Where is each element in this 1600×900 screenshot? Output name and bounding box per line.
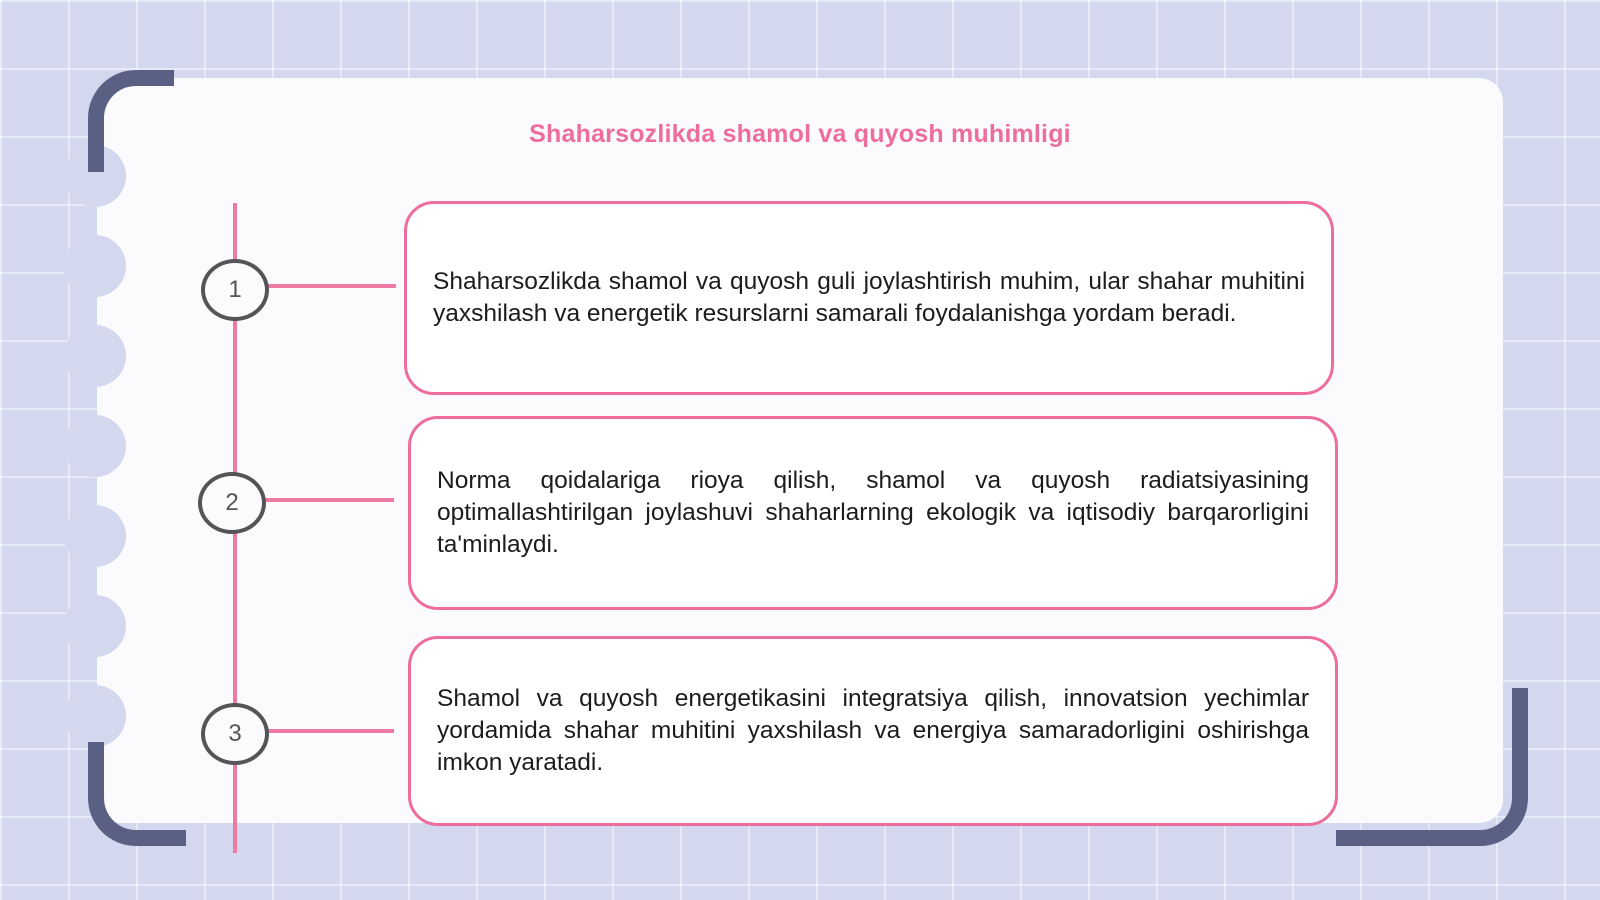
corner-bracket-bottom-right bbox=[1336, 688, 1528, 846]
corner-bracket-top-left bbox=[88, 70, 174, 172]
step-card bbox=[408, 636, 1338, 826]
step-number: 1 bbox=[228, 276, 242, 303]
paper-scallop bbox=[64, 595, 126, 657]
step-number: 2 bbox=[225, 489, 239, 516]
step-text: Shamol va quyosh energetikasini integratsiya qilish, innovatsion yechimlar yordamida shahar muhitini yaxshilash va energiya samaradorligini oshirishga imkon yaratadi. bbox=[437, 685, 1309, 776]
step-number: 3 bbox=[228, 720, 242, 747]
step-card bbox=[408, 416, 1338, 610]
paper-scallop bbox=[64, 415, 126, 477]
paper-scallop bbox=[64, 505, 126, 567]
step-text: Shaharsozlikda shamol va quyosh guli joylashtirish muhim, ular shahar muhitini yaxshilash va energetik resurslarni samarali foydalanishga yordam beradi. bbox=[433, 268, 1305, 327]
step-number-circle bbox=[198, 472, 266, 534]
step-text: Norma qoidalariga rioya qilish, shamol va quyosh radiatsiyasining optimallashtirilgan joylashuvi shaharlarning ekologik va iqtisodiy barqarorligini ta'minlaydi. bbox=[437, 467, 1309, 558]
paper-scallop bbox=[64, 685, 126, 747]
step-number-circle bbox=[201, 259, 269, 321]
timeline-connector bbox=[262, 284, 396, 288]
slide-title: Shaharsozlikda shamol va quyosh muhimligi bbox=[529, 120, 1071, 148]
corner-bracket-bottom-left bbox=[88, 742, 186, 846]
step-card bbox=[404, 201, 1334, 395]
step-number-circle bbox=[201, 703, 269, 765]
paper-scallop bbox=[64, 325, 126, 387]
timeline-connector bbox=[262, 729, 394, 733]
paper-scallop bbox=[64, 235, 126, 297]
timeline-connector bbox=[262, 498, 394, 502]
